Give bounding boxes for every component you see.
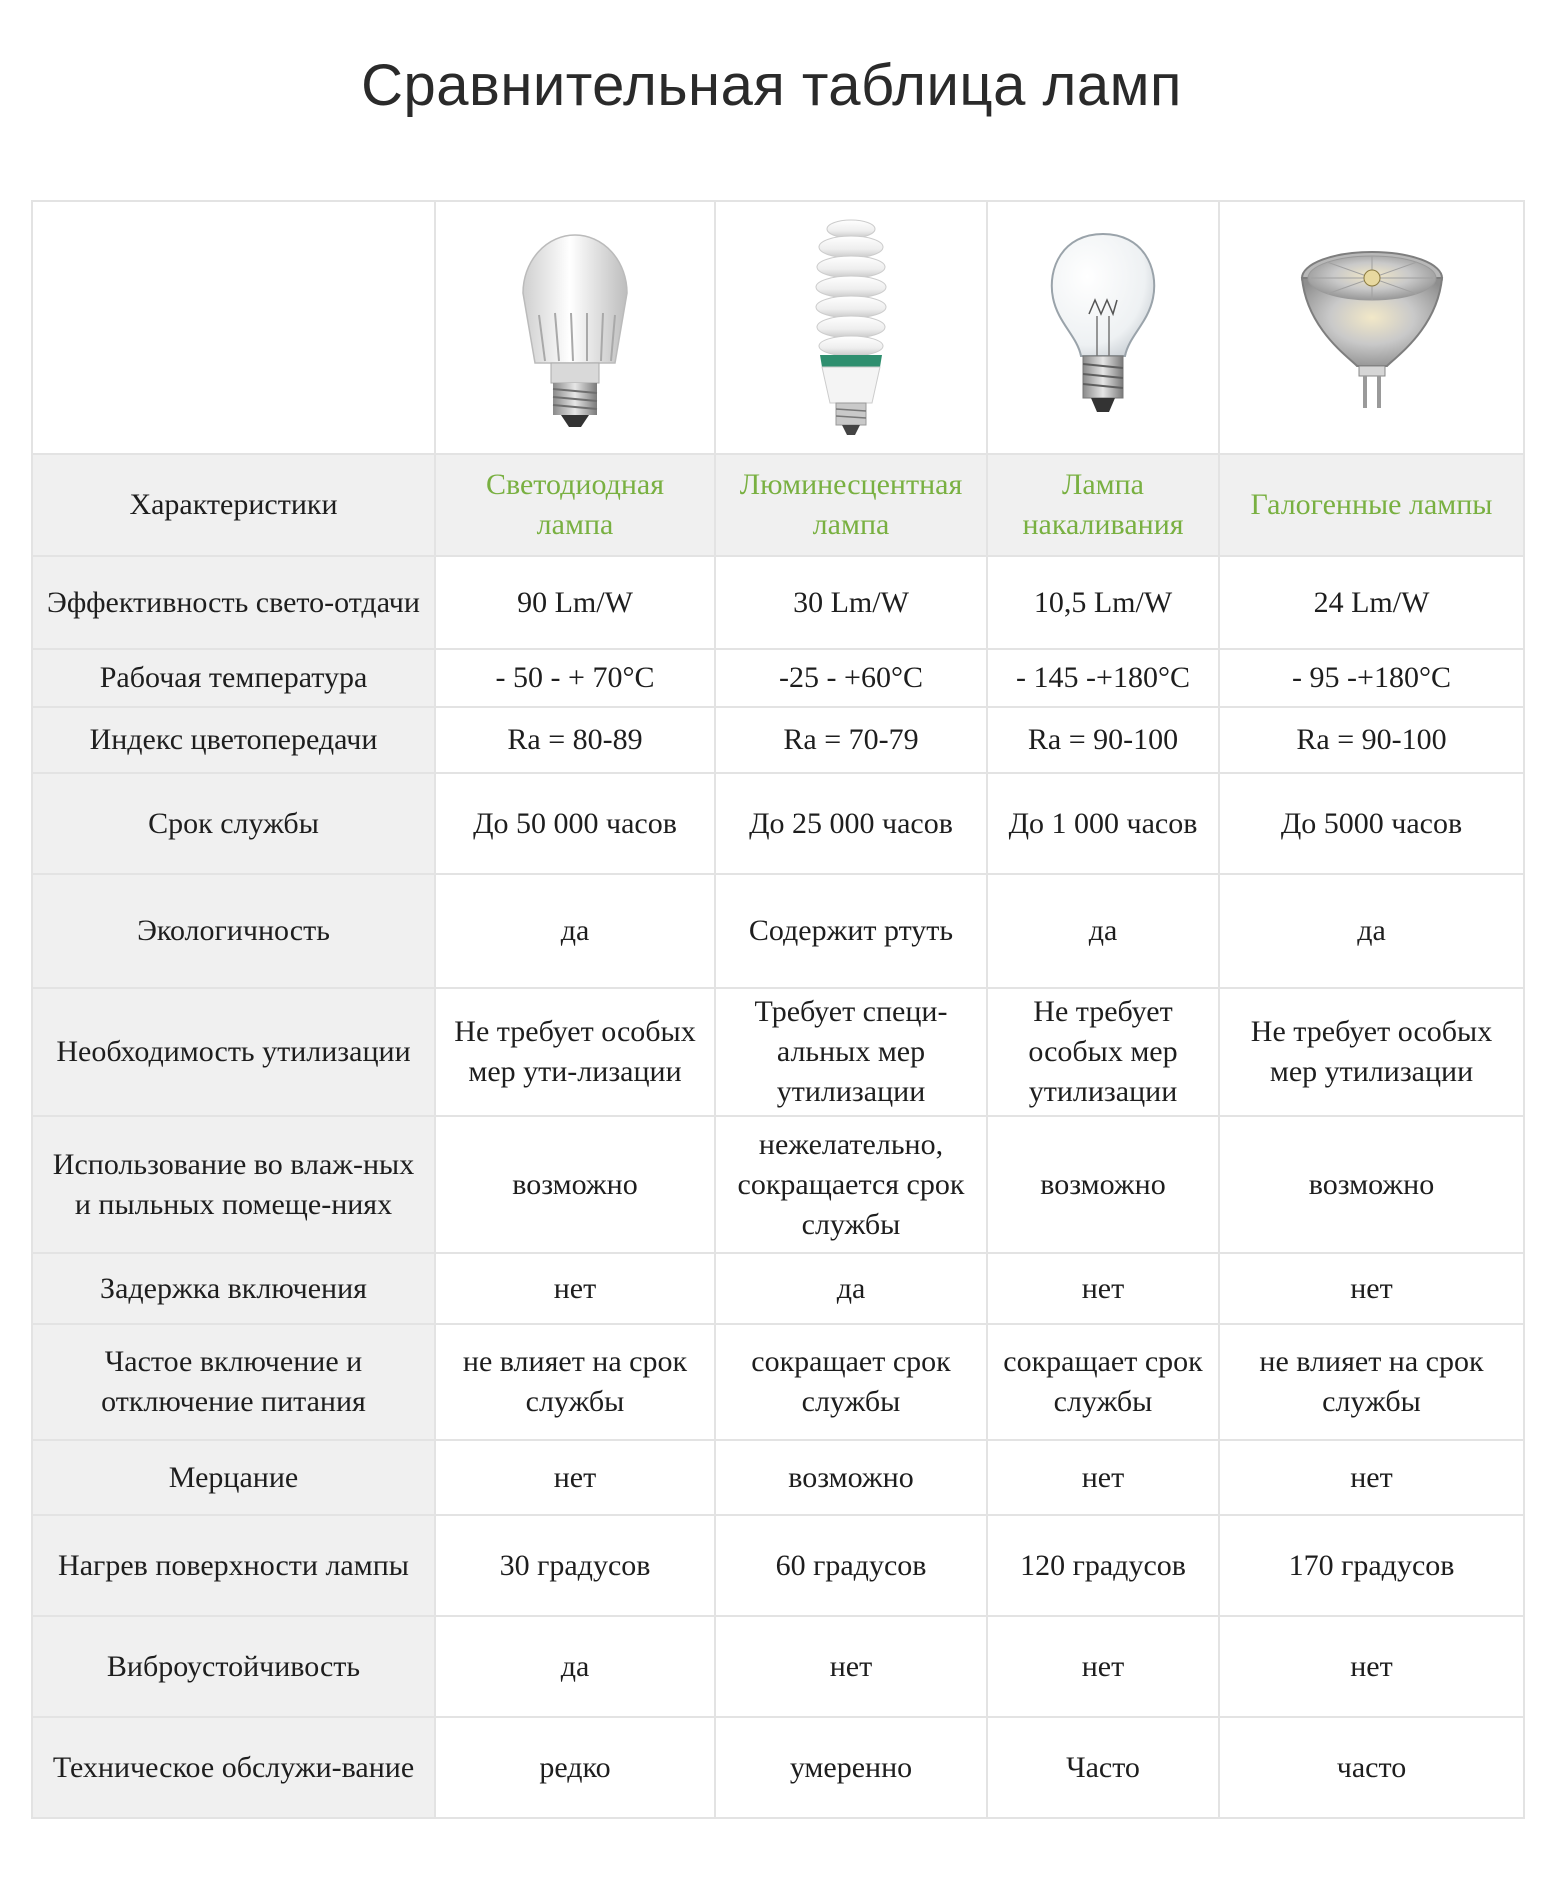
table-cell: да — [715, 1253, 987, 1324]
row-label: Эффективность свето-отдачи — [32, 556, 435, 649]
row-label: Виброустойчивость — [32, 1616, 435, 1717]
lamp-name-led: Светодиодная лампа — [435, 454, 715, 556]
table-cell: не влияет на срок службы — [435, 1324, 715, 1440]
fluorescent-image-cell — [715, 201, 987, 454]
row-label: Срок службы — [32, 773, 435, 874]
empty-corner-cell — [32, 201, 435, 454]
table-cell: возможно — [1219, 1116, 1524, 1253]
table-cell: До 5000 часов — [1219, 773, 1524, 874]
table-cell: да — [1219, 874, 1524, 988]
row-label: Мерцание — [32, 1440, 435, 1515]
table-cell: сокращает срок службы — [715, 1324, 987, 1440]
table-cell: нет — [1219, 1616, 1524, 1717]
table-cell: сокращает срок службы — [987, 1324, 1219, 1440]
row-label: Частое включение и отключение питания — [32, 1324, 435, 1440]
table-row — [32, 1515, 1524, 1616]
table-cell: да — [435, 1616, 715, 1717]
table-row — [32, 1253, 1524, 1324]
table-cell: 90 Lm/W — [435, 556, 715, 649]
table-cell: нет — [435, 1440, 715, 1515]
comparison-table — [31, 200, 1525, 1819]
table-cell: Требует специ-альных мер утилизации — [715, 988, 987, 1116]
table-row — [32, 773, 1524, 874]
table-cell: да — [435, 874, 715, 988]
row-label: Техническое обслужи-вание — [32, 1717, 435, 1818]
table-cell: Не требует особых мер ути-лизации — [435, 988, 715, 1116]
table-cell: Ra = 70-79 — [715, 707, 987, 773]
image-row — [32, 201, 1524, 454]
table-cell: 60 градусов — [715, 1515, 987, 1616]
table-cell: Не требует особых мер утилизации — [1219, 988, 1524, 1116]
halogen-image-cell — [1219, 201, 1524, 454]
table-cell: редко — [435, 1717, 715, 1818]
table-cell: 30 Lm/W — [715, 556, 987, 649]
table-cell: нет — [987, 1616, 1219, 1717]
row-label: Экологичность — [32, 874, 435, 988]
table-row — [32, 1616, 1524, 1717]
fluorescent-spiral-bulb-icon — [806, 215, 896, 440]
table-row — [32, 1440, 1524, 1515]
header-row — [32, 454, 1524, 556]
table-cell: 10,5 Lm/W — [987, 556, 1219, 649]
table-cell: Часто — [987, 1717, 1219, 1818]
led-image-cell — [435, 201, 715, 454]
table-cell: нет — [435, 1253, 715, 1324]
table-cell: возможно — [987, 1116, 1219, 1253]
table-cell: возможно — [435, 1116, 715, 1253]
table-cell: -25 - +60°C — [715, 649, 987, 707]
table-cell: До 50 000 часов — [435, 773, 715, 874]
table-cell: Ra = 80-89 — [435, 707, 715, 773]
table-cell: не влияет на срок службы — [1219, 1324, 1524, 1440]
table-cell: Ra = 90-100 — [1219, 707, 1524, 773]
page-title: Сравнительная таблица ламп — [361, 53, 1182, 118]
row-label: Использование во влаж-ных и пыльных помеще-ниях — [32, 1116, 435, 1253]
table-cell: нежелательно, сокращается срок службы — [715, 1116, 987, 1253]
table-cell: - 145 -+180°C — [987, 649, 1219, 707]
table-cell: нет — [987, 1253, 1219, 1324]
header-label-cell: Характеристики — [32, 454, 435, 556]
led-bulb-icon — [515, 223, 635, 433]
table-cell: нет — [715, 1616, 987, 1717]
row-label: Индекс цветопередачи — [32, 707, 435, 773]
lamp-name-halogen: Галогенные лампы — [1219, 454, 1524, 556]
table-row — [32, 556, 1524, 649]
table-row — [32, 707, 1524, 773]
table-cell: До 1 000 часов — [987, 773, 1219, 874]
table-cell: 170 градусов — [1219, 1515, 1524, 1616]
table-cell: Не требует особых мер утилизации — [987, 988, 1219, 1116]
table-cell: нет — [1219, 1440, 1524, 1515]
table-cell: нет — [987, 1440, 1219, 1515]
row-label: Рабочая температура — [32, 649, 435, 707]
table-cell: До 25 000 часов — [715, 773, 987, 874]
table-cell: Ra = 90-100 — [987, 707, 1219, 773]
lamp-name-fluorescent: Люминесцентная лампа — [715, 454, 987, 556]
row-label: Нагрев поверхности лампы — [32, 1515, 435, 1616]
table-cell: умеренно — [715, 1717, 987, 1818]
table-cell: - 95 -+180°C — [1219, 649, 1524, 707]
halogen-reflector-lamp-icon — [1297, 238, 1447, 418]
row-label: Необходимость утилизации — [32, 988, 435, 1116]
incandescent-bulb-icon — [1043, 228, 1163, 428]
table-row — [32, 874, 1524, 988]
table-cell: да — [987, 874, 1219, 988]
table-row — [32, 1324, 1524, 1440]
table-cell: 30 градусов — [435, 1515, 715, 1616]
row-label: Задержка включения — [32, 1253, 435, 1324]
table-cell: - 50 - + 70°C — [435, 649, 715, 707]
table-cell: 24 Lm/W — [1219, 556, 1524, 649]
table-row — [32, 988, 1524, 1116]
table-cell: 120 градусов — [987, 1515, 1219, 1616]
table-cell: возможно — [715, 1440, 987, 1515]
table-row — [32, 1717, 1524, 1818]
table-cell: нет — [1219, 1253, 1524, 1324]
incandescent-image-cell — [987, 201, 1219, 454]
table-row — [32, 1116, 1524, 1253]
lamp-name-incandescent: Лампа накаливания — [987, 454, 1219, 556]
table-row — [32, 649, 1524, 707]
table-cell: часто — [1219, 1717, 1524, 1818]
table-cell: Содержит ртуть — [715, 874, 987, 988]
